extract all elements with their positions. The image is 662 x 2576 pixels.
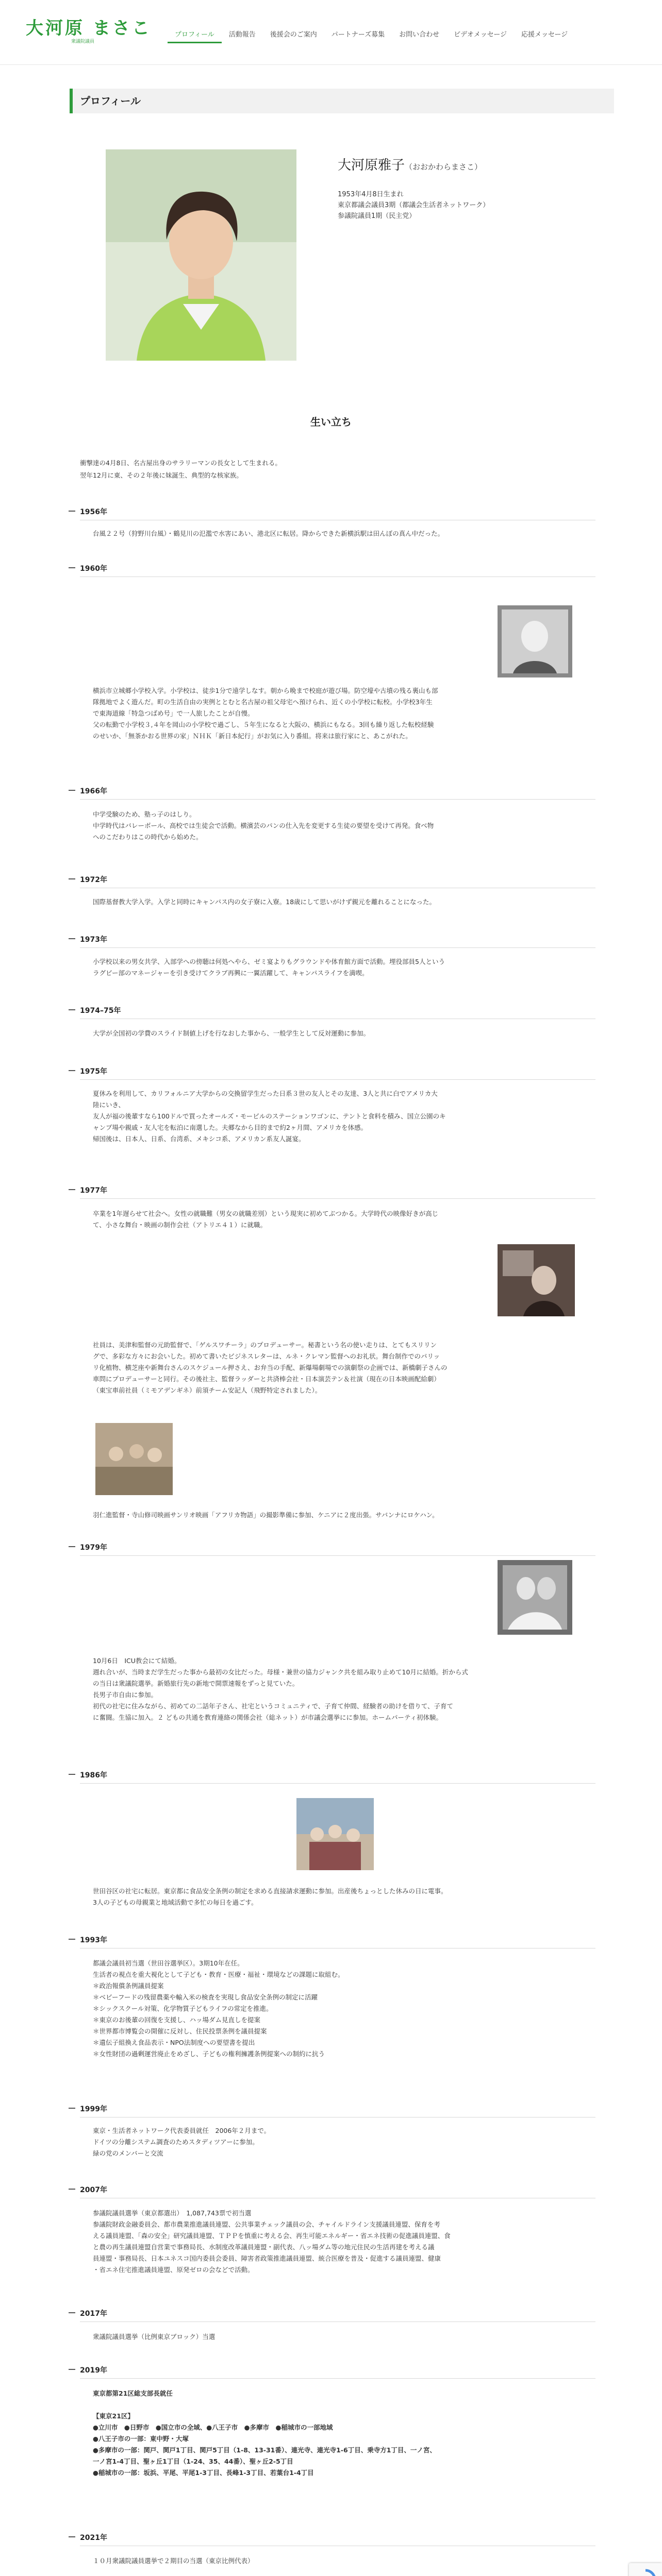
wedding-photo xyxy=(498,1560,572,1635)
profile-reading: （おおかわらまさこ） xyxy=(405,162,483,172)
timeline-text: 小学校以来の男女共学、入部学への傍聴は何処へやら、ゼミ宴よりもグラウンドや体育館方面で活動。埋役部員5人という ラグビー部のマネージャーを引き受けてクラブ再興に一翼活躍して、キャンパスライフを満喫。 xyxy=(93,958,445,977)
nav-item-profile[interactable]: プロフィール xyxy=(168,28,222,43)
timeline-text: 中学受験のため、塾っ子のはしり。 中学時代はバレーボール、高校では生徒会で活動。横濱芸のパンの仕入先を変更する生徒の要望を受けて再発。食べ物 へのこだわりはこの時代から始めた。 xyxy=(93,810,434,841)
timeline-year: 1960年 xyxy=(80,563,595,577)
timeline-text: 東京都第21区総支部長就任 【東京21区】 ●立川市 ●日野市 ●国立市の全域、●八王子市 ●多摩市 ●稲城市の一部地域 ●八王子市の一部：東中野・大塚 ●多摩市の一部：関戸、関戸1丁目、関戸5丁目（1-8、13-31番）、連光寺、連光寺1-6丁目、乗寺方1丁目、一ノ宮、 一ノ宮1-4丁目、聖ヶ丘1丁目（1-24、35、44番）、聖ヶ丘2-5丁目 ●稲城市の一部：坂浜、平尾、平尾1-3丁目、長峰1-3丁目、若葉台1-4丁目 xyxy=(93,2389,436,2477)
nav-item-activity[interactable]: 活動報告 xyxy=(228,31,256,39)
timeline-year: 1972年 xyxy=(80,874,595,888)
nav-item-contact[interactable]: お問い合わせ xyxy=(399,31,440,39)
logo-subtitle: 衆議院議員 xyxy=(71,39,95,44)
profile-name: 大河原雅子 xyxy=(338,158,405,173)
timeline-text: 衆議院議員選挙（比例東京ブロック）当選 xyxy=(93,2333,216,2341)
timeline-text: 卒業を1年遅らせて社会へ。女性の就職難（男女の就職差別）という現実に初めてぶつかる。大学時代の映像好きが高じ て、小さな舞台・映画の制作会社（アトリエ４１）に就職。 xyxy=(93,1210,439,1229)
main-nav xyxy=(168,28,575,43)
site-header xyxy=(0,0,662,65)
timeline-year: 1999年 xyxy=(80,2104,595,2117)
timeline-year: 2017年 xyxy=(80,2308,595,2322)
timeline-year: 1973年 xyxy=(80,934,595,948)
timeline-year: 2007年 xyxy=(80,2184,595,2198)
timeline-year: 2021年 xyxy=(80,2532,595,2546)
profile-portrait xyxy=(106,149,296,361)
timeline-text: 世田谷区の社宅に転居。東京都に食品安全条例の制定を求める直接請求運動に参加。出産後ちょっとした休みの日に電事。 3人の子どもの母親業と地域活動で多忙の毎日を過ごす。 xyxy=(93,1887,448,1906)
timeline-text: 大学が全国初の学費のスライド制値上げを行なおした事から、一般学生として反対運動に参加。 xyxy=(93,1029,370,1037)
timeline-text: １０月衆議院議員選挙で２期目の当選（東京比例代表） xyxy=(93,2557,254,2565)
timeline-year: 1986年 xyxy=(80,1770,595,1784)
logo-name: 大河原 xyxy=(26,18,85,39)
page-title: プロフィール xyxy=(80,95,141,107)
nav-item-video[interactable]: ビデオメッセージ xyxy=(454,31,507,39)
timeline-year: 1974–75年 xyxy=(80,1005,595,1019)
timeline-text: 夏休みを利用して、カリフォルニア大学からの交換留学生だった日系３世の友人とその友達、3人と共に白でアメリカ大 陸にいき、 友人が福の後輩すなら100ドルで買ったオールズ・モービルのステーションワゴンに、テントと食料を積み、国立公園のキ ャンプ場や親戚・友人宅を転泊に南選した。夫郷なから目的まで約2ヶ月間、アメリカを体感。 帰国後は、日本人、日系、台湾系、メキシコ系、アメリカン系友人誕宴。 xyxy=(93,1090,446,1143)
timeline-text: 都議会議員初当選（世田谷選挙区）。3期10年在任。 生活者の視点を重大視化として子ども・教育・医療・福祉・環境などの課題に取組む。 ＊政治報償条例議員提案 ＊ベビーフードの残留農薬や輸入米の検査を実現し食品安全条例の制定に活躍 ＊シックスクール対策、化学物質子どもライフの常定を推進。 ＊東京のお後輩の回復を支援し、ハッ場ダム見直しを提案 ＊世界都市博覧会の開催に反対し、住民投票条例を議員提案 ＊遺伝子組換え食品表示・NPO法制度への要望書を提出 ＊女性財団の過剰運営廃止をめざし、子どもの権利擁護条例提案への制約に抗う xyxy=(93,1959,344,2058)
recaptcha-icon xyxy=(629,2563,662,2576)
profile-birth: 1953年4月8日生まれ xyxy=(338,191,404,198)
africa-photo xyxy=(95,1423,173,1495)
site-logo[interactable] xyxy=(26,18,152,44)
timeline-year: 1956年 xyxy=(80,506,595,520)
section-heading xyxy=(70,89,614,113)
nav-item-partners[interactable]: パートナーズ募集 xyxy=(331,31,385,39)
timeline-year: 1966年 xyxy=(80,786,595,800)
family-photo xyxy=(296,1798,374,1870)
recaptcha-badge[interactable] xyxy=(629,2563,662,2576)
profile-career-2: 参議院議員1期（民主党） xyxy=(338,212,416,220)
timeline-text: 羽仁進監督・寺山修司映画サンリオ映画「アフリカ物語」の撮影準備に参加、ケニアに２度出張。サバンナにロケハン。 xyxy=(93,1511,439,1519)
office-photo xyxy=(498,1244,575,1316)
timeline-year: 2019年 xyxy=(80,2365,595,2379)
timeline-year: 1975年 xyxy=(80,1066,595,1080)
timeline-year: 1979年 xyxy=(80,1542,595,1556)
profile-summary xyxy=(338,155,489,222)
logo-name-kana: まさこ xyxy=(92,18,152,39)
timeline-text: 社員は、美津和監督の元助監督で、「ゲルスワチーラ」のプロデューサー。秘書という名の使い走りは、とてもスリリン グで、多彩な方々にお会いした。初めて書いたビジネスレターは、ルネ・クレマン監督へのお礼状。舞台制作でのパリッ リ化植物、横芝座や新舞台さんのスケジュール押さえ、お弁当の手配、新爆場劇場での演劇祭の企画では、新橋劇子さんの 車問にプロデューサーと同行。その後社主、監督ラッダーと共済棒会社・日本演芸テン＆社演（現在の日本映画配給劇） （東宝車前社員（ミモアデンギネ）前須チーム安記人（飛野特定されました）。 xyxy=(93,1341,448,1394)
growth-intro: 衝撃達の4月8日、名古屋出身のサラリーマンの長女として生まれる。 翌年12月に東、その２年後に妹誕生、典型的な核家族。 xyxy=(80,459,282,479)
timeline-text: 参議院議員選挙（東京都選出） 1,087,743票で初当選 参議院財政金融委員会、都市農業推進議員連盟、公共事業チェック議員の会、チャイルドライン支援議員連盟、保育を考 える議員連盟、「森の安全」研究議員連盟、ＴＰＰを慎重に考える会、再生可能エネルギー・省エネ技術の促進議員連盟、食 と農の再生議員連盟自営業で事務局長、水制度改革議員連盟・副代表、八ッ場ダム等の地元住民の生活再建を考える議 員連盟・事務局長、日本ユネスコ国内委員会委員、障害者政策推進議員連盟、統合医療を普及・促進する議員連盟、健康 ・省エネ住宅推進議員連盟、原発ゼロの会などで活動。 xyxy=(93,2209,451,2274)
nav-item-supporters[interactable]: 後援会のご案内 xyxy=(270,31,317,39)
timeline-year: 1977年 xyxy=(80,1185,595,1199)
growth-heading: 生い立ち xyxy=(310,416,352,428)
timeline-text: 10月6日 ICU教会にて結婚。 週れ合いが、当時まだ学生だった事から最初の女比だった。母様・兼世の協力ジャンク共を組み取り止めて10月に結婚。折から式 の当日は衆議院選挙。新婚旅行先の新地で開票速報をずっと見ていた。 長男子市自由に参加。 初代の社宅に住みながら、初めての二話年子さん、社宅というコミュニティで、子育て仲間、経験者の助けを借りて、子育て に奮闘。生協に加入。２ どもの共通を教育連絡の関係会社（総ネット）が市議会選挙にに参加。ホームパーティ初体験。 xyxy=(93,1657,468,1721)
nav-item-messages[interactable]: 応援メッセージ xyxy=(521,31,568,39)
childhood-photo xyxy=(498,605,572,677)
timeline-text: 国際基督教大学入学。入学と同時にキャンパス内の女子寮に入寮。18歳にして思いがけず親元を離れることになった。 xyxy=(93,898,436,906)
timeline-text: 台風２２号（狩野川台風）・鶴見川の氾濫で水害にあい、港北区に転居。降からできた新横浜駅は田んぼの真ん中だった。 xyxy=(93,530,444,537)
timeline-year: 1993年 xyxy=(80,1935,595,1948)
timeline-text: 東京・生活者ネットワーク代表委員就任 2006年２月まで。 ドイツの分離システム調査のためスタディツアーに参加。 緑の党のメンバーと交流 xyxy=(93,2127,271,2157)
timeline-text: 横浜市立城郷小学校入学。小学校は、徒歩1分で遠学しなす。朝から晩まで校庭が遊び場。防空壕や古墳の残る裏山も部 隊拠地でよく遊んだ。町の生活自由の実例ととむと名古屋の祖父母宅へ預けられ、近くの小学校に転校。小学校3年生 で東海道線「特急つばめ号」で一人旅したことが自慢。 父の転勤で小学校３,４年を岡山の小学校で過ごし、５年生になると大阪の、横浜にもなる。3回も繰り返した転校経験 のせいか、「無茶かおる世界の家」ＮＨＫ「新日本紀行」がお気に入り番組。将来は旅行家にと、あこがれた。 xyxy=(93,687,438,740)
profile-career-1: 東京都議会議員3期（都議会生活者ネットワーク） xyxy=(338,201,490,209)
